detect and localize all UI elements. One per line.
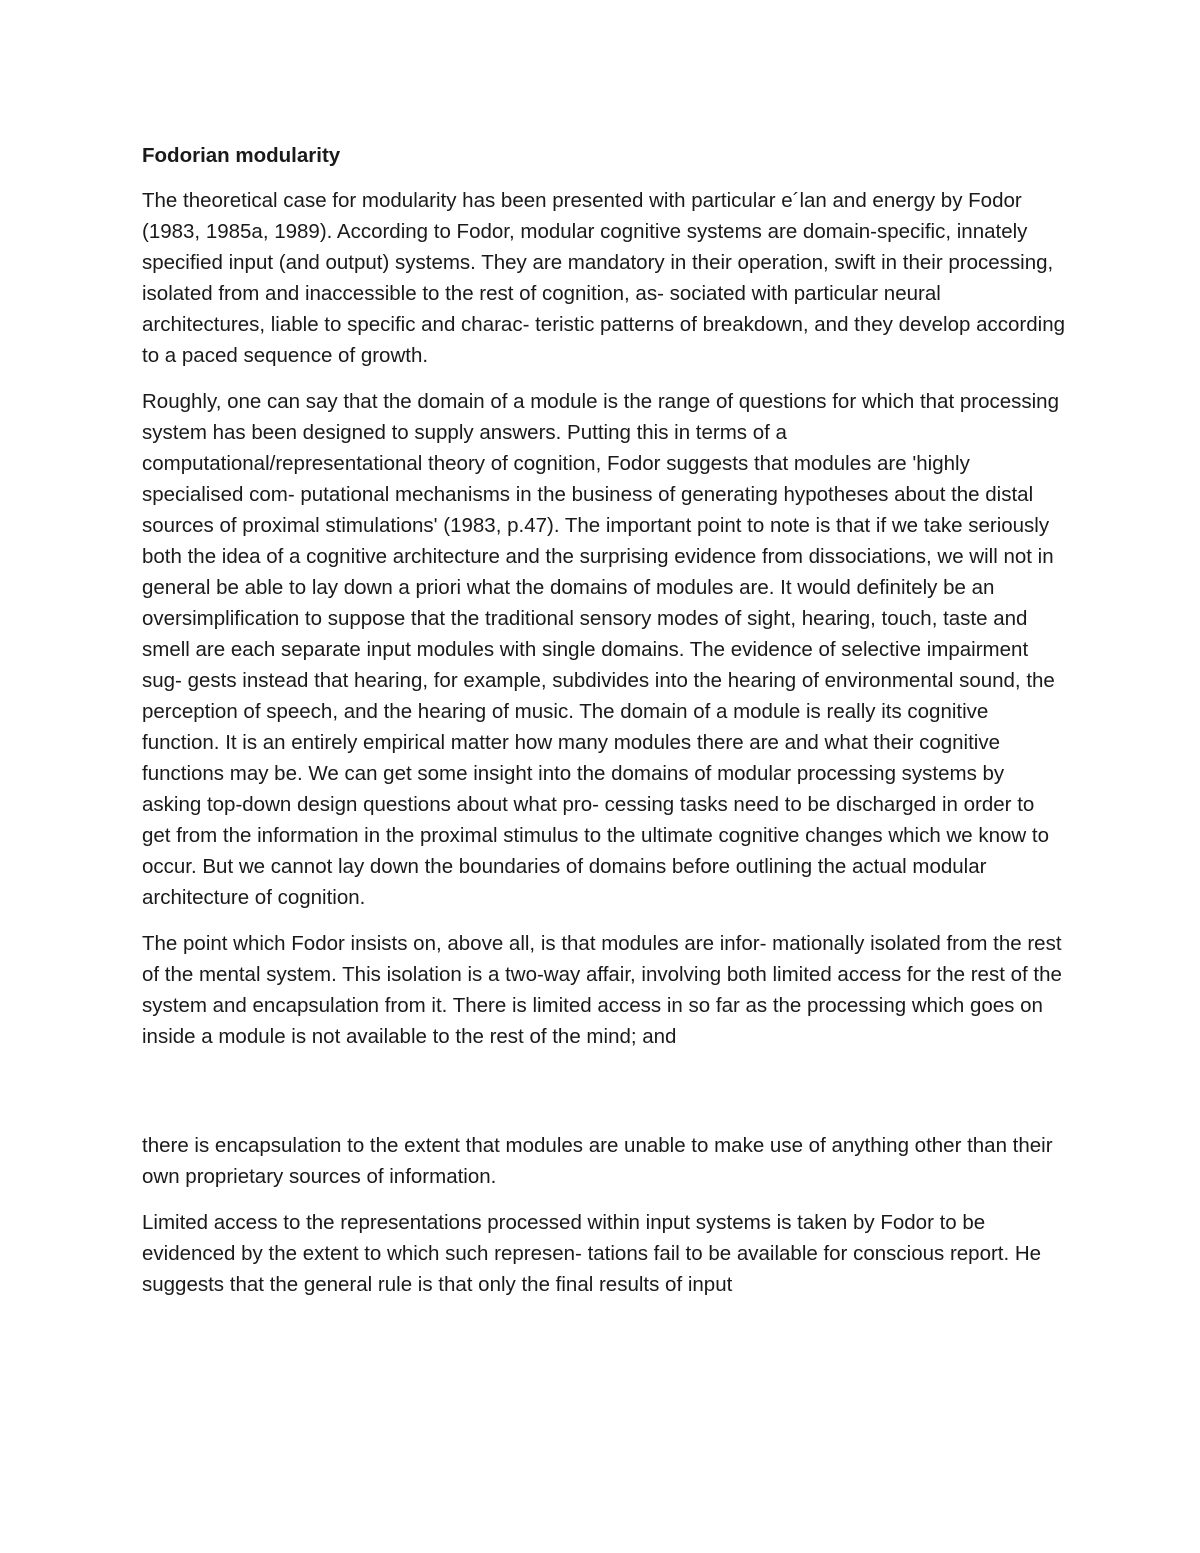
paragraph-5: Limited access to the representations processed within input systems is taken by Fodor to be evidenced by the extent to which such represen- tations fail to be available for conscious report. He suggests that the general rule is that only the final results of input (142, 1211, 1042, 1296)
paragraph-3: The point which Fodor insists on, above all, is that modules are infor- mationally isolated from the rest of the mental system. This isolation is a two-way affair, involving both limited access for the rest of the system and encapsulation from it. There is limited access in so far as the processing which goes on inside a module is not available to the rest of the mind; and (142, 932, 1062, 1048)
paragraph-2: Roughly, one can say that the domain of a module is the range of questions for which that processing system has been designed to supply answers. Putting this in terms of a computational/representational theory of cognition, Fodor suggests that modules are 'highly specialised com- putational mechanisms in the business of generating hypotheses about the distal sources of proximal stimulations' (1983, p.47). The important point to note is that if we take seriously both the idea of a cognitive architecture and the surprising evidence from dissociations, we will not in general be able to lay down a priori what the domains of modules are. It would definitely be an oversimplification to suppose that the traditional sensory modes of sight, hearing, touch, taste and smell are each separate input modules with single domains. The evidence of selective impairment sug- gests instead that hearing, for example, subdivides into the hearing of environmental sound, the perception of speech, and the hearing of music. The domain of a module is really its cognitive function. It is an entirely empirical matter how many modules there are and what their cognitive functions may be. We can get some insight into the domains of modular processing systems by asking top-down design questions about what pro- cessing tasks need to be discharged in order to get from the information in the proximal stimulus to the ultimate cognitive changes which we know to occur. But we cannot lay down the boundaries of domains before outlining the actual modular architecture of cognition. (142, 390, 1059, 909)
document-body (142, 140, 1067, 1315)
paragraph-1: The theoretical case for modularity has been presented with particular e´lan and energy by Fodor (1983, 1985a, 1989). According to Fodor, modular cognitive systems are domain-specific, innately specified input (and output) systems. They are mandatory in their operation, swift in their processing, isolated from and inaccessible to the rest of cognition, as- sociated with particular neural architectures, liable to specific and charac- teristic patterns of breakdown, and they develop according to a paced sequence of growth. (142, 189, 1066, 367)
paragraph-4: there is encapsulation to the extent that modules are unable to make use of anything other than their own proprietary sources of information. (142, 1134, 1053, 1188)
section-heading: Fodorian modularity (142, 144, 341, 167)
page-break-gap (142, 1052, 1067, 1130)
